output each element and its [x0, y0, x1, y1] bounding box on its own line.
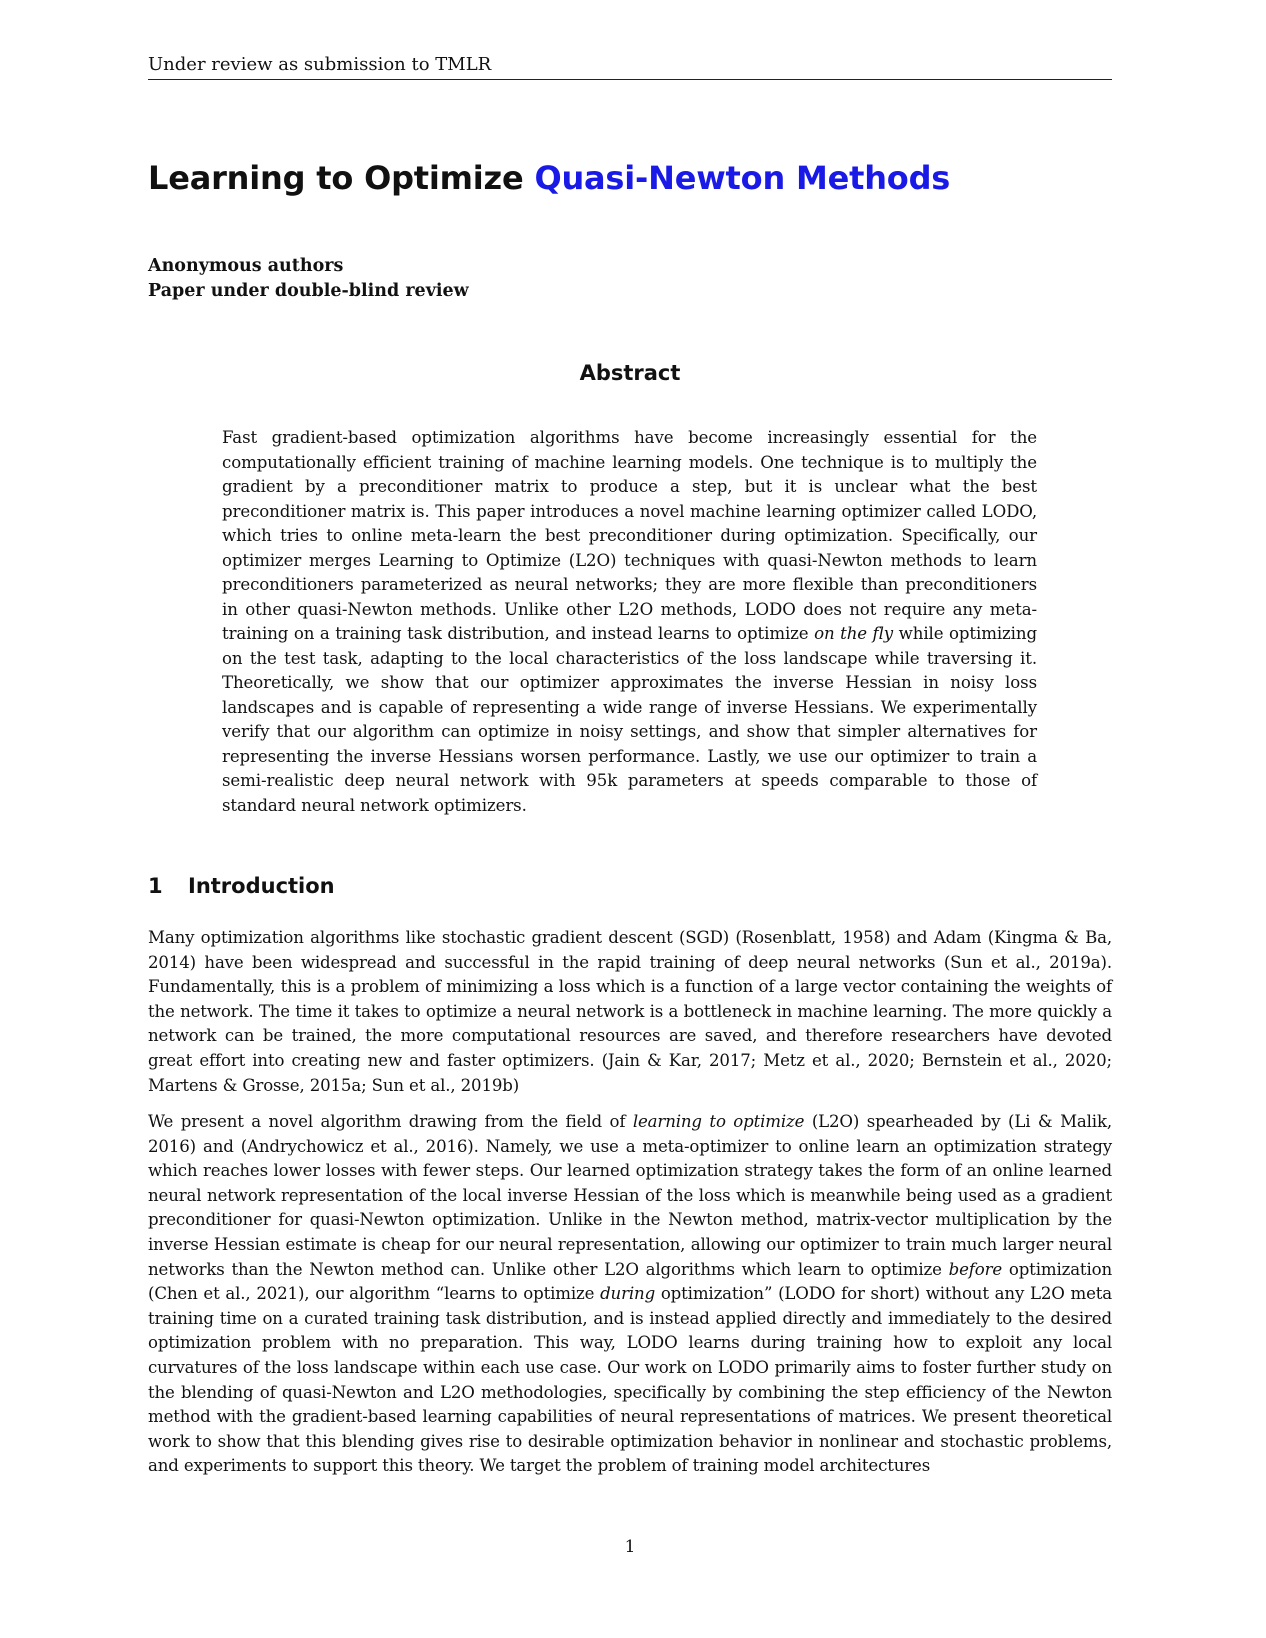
abstract-emphasis: on the fly — [814, 624, 894, 643]
section-number: 1 — [148, 874, 163, 898]
title-accent-text: Quasi-Newton Methods — [534, 159, 951, 197]
abstract-text-part: Fast gradient-based optimization algorithms have become increasingly essential for the computationally efficient training of machine learning models. One technique is to multiply the gradient by a preconditioner matrix to produce a step, but it is unclear what the best preconditioner matrix is. This paper introduces a novel machine learning optimizer called LODO, which tries to online meta-learn the best preconditioner during optimization. Specifically, our optimizer merges Learning to Optimize (L2O) techniques with quasi-Newton methods to learn preconditioners parameterized as neural networks; they are more flexible than preconditioners in other quasi-Newton methods. Unlike other L2O methods, LODO does not require any meta-training on a training task distribution, and instead learns to optimize — [222, 428, 1037, 643]
review-status-line: Paper under double-blind review — [148, 281, 469, 301]
page-number: 1 — [624, 1537, 636, 1557]
paragraph-text-part: optimization (Chen et al., 2021), our algorithm “learns to optimize — [148, 1259, 1112, 1304]
paragraph-text-part: optimization” (LODO for short) without any L2O meta training time on a curated training task distribution, and is instead applied directly and immediately to the desired optimization problem with no preparation. This way, LODO learns during training how to exploit any local curvatures of the loss landscape within each use case. Our work on LODO primarily aims to foster further study on the blending of quasi-Newton and L2O methodologies, specifically by combining the step efficiency of the Newton method with the gradient-based learning capabilities of neural representations of matrices. We present theoretical work to show that this blending gives rise to desirable optimization behavior in nonlinear and stochastic problems, and experiments to support this theory. We target the problem of training model architectures — [148, 1284, 1112, 1476]
paragraph-emphasis: before — [948, 1259, 1003, 1279]
running-header: Under review as submission to TMLR — [148, 54, 1112, 80]
paragraph-emphasis: learning to optimize — [632, 1112, 805, 1131]
title-main-text: Learning to Optimize — [148, 159, 535, 197]
section-heading-introduction — [148, 873, 335, 899]
abstract-heading: Abstract — [579, 361, 681, 385]
abstract-text-part: while optimizing on the test task, adapting to the local characteristics of the loss landscape while traversing it. Theoretically, we show that our optimizer approximates the inverse Hessian in noisy loss landscapes and is capable of representing a wide range of inverse Hessians. We experimentally verify that our algorithm can optimize in noisy settings, and show that simpler alternatives for representing the inverse Hessians worsen performance. Lastly, we use our optimizer to train a semi-realistic deep neural network with 95k parameters at speeds comparable to those of standard neural network optimizers. — [222, 624, 1037, 815]
abstract-body — [222, 426, 1037, 818]
paragraph-text-part: We present a novel algorithm drawing from the field of — [148, 1112, 633, 1131]
paper-title — [148, 158, 950, 198]
section-title: Introduction — [188, 874, 335, 898]
author-block — [148, 254, 469, 304]
author-line: Anonymous authors — [148, 256, 344, 276]
intro-paragraph-1: Many optimization algorithms like stochastic gradient descent (SGD) (Rosenblatt, 1958) and Adam (Kingma & Ba, 2014) have been widespread and successful in the rapid training of deep neural networks (Sun et al., 2019a). Fundamentally, this is a problem of minimizing a loss which is a function of a large vector containing the weights of the network. The time it takes to optimize a neural network is a bottleneck in machine learning. The more quickly a network can be trained, the more computational resources are saved, and therefore researchers have devoted great effort into creating new and faster optimizers. (Jain & Kar, 2017; Metz et al., 2020; Bernstein et al., 2020; Martens & Grosse, 2015a; Sun et al., 2019b) — [148, 928, 1112, 1095]
intro-paragraph-2 — [148, 1110, 1112, 1479]
paragraph-emphasis: during — [600, 1284, 656, 1304]
paragraph-text-part: (L2O) spearheaded by (Li & Malik, 2016) and (Andrychowicz et al., 2016). Namely, we use a meta-optimizer to online learn an optimization strategy which reaches lower losses with fewer steps. Our learned optimization strategy takes the form of an online learned neural network representation of the local inverse Hessian of the loss which is meanwhile being used as a gradient preconditioner for quasi-Newton optimization. Unlike in the Newton method, matrix-vector multiplication by the inverse Hessian estimate is cheap for our neural representation, allowing our optimizer to train much larger neural networks than the Newton method can. Unlike other L2O algorithms which learn to optimize — [148, 1112, 1112, 1279]
